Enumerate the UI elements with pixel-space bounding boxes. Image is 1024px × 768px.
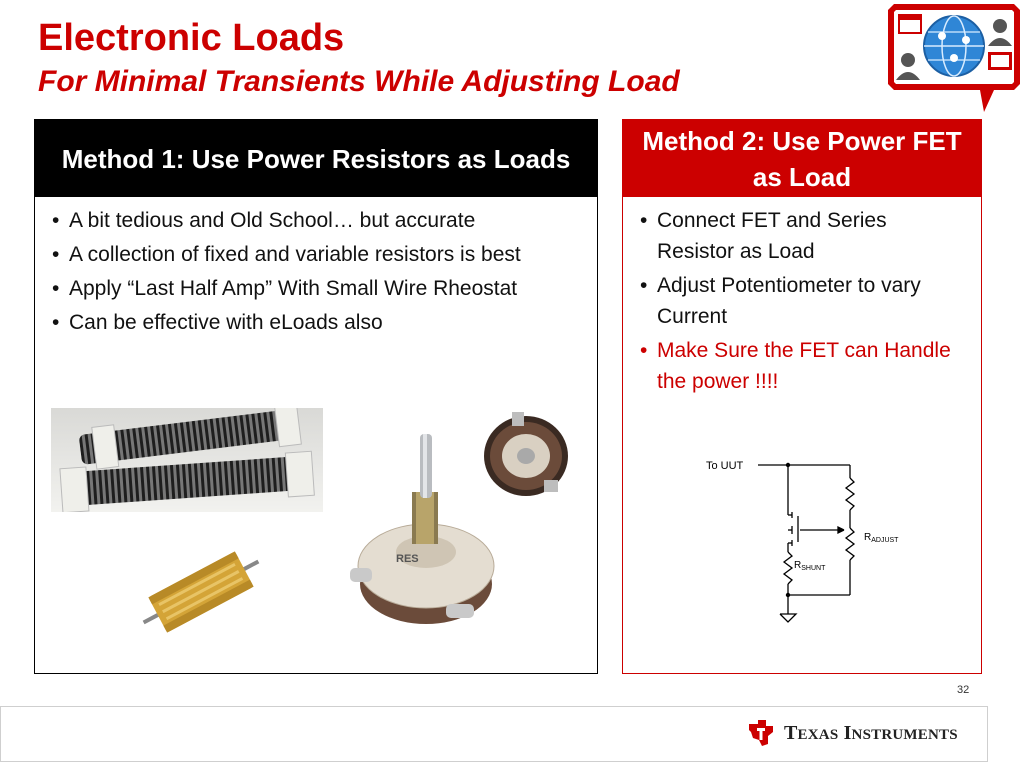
method-2-bullet: • Connect FET and Series Resistor as Load (633, 205, 963, 267)
r-shunt-label: $R_{SHUNT}$ (794, 560, 826, 572)
rheostat-photo (350, 428, 496, 634)
person-icon (901, 53, 915, 67)
texas-instruments-logo-icon (746, 718, 776, 748)
method-2-bullet-list (633, 205, 963, 400)
to-uut-label: To UUT (706, 460, 744, 472)
collaboration-globe-logo (884, 0, 1024, 116)
method-2-bullet: • Adjust Potentiometer to vary Current (633, 270, 963, 332)
texas-instruments-wordmark: TEXAS INSTRUMENTS (784, 722, 958, 744)
page-subtitle: For Minimal Transients While Adjusting Load (38, 65, 680, 98)
small-rheostat-photo (480, 410, 572, 500)
aluminum-clad-resistor-photo (134, 546, 268, 638)
person-icon-2 (993, 19, 1007, 33)
method-1-bullet: • Apply “Last Half Amp” With Small Wire Rheostat (45, 273, 585, 304)
method-1-bullet: • A collection of fixed and variable resistors is best (45, 239, 585, 270)
method-1-panel (34, 119, 598, 674)
method-2-warning-bullet: • Make Sure the FET can Handle the power !!!! (633, 335, 963, 397)
method-2-heading: Method 2: Use Power FET as Load (623, 120, 981, 197)
method-1-bullet: • A bit tedious and Old School… but accurate (45, 205, 585, 236)
r-adjust-label: $R_{ADJUST}$ (864, 532, 899, 544)
rheostat-marking: RES (396, 553, 419, 565)
fet-load-schematic (700, 450, 920, 630)
power-resistor-bank-photo (51, 408, 323, 512)
method-1-bullet: • Can be effective with eLoads also (45, 307, 585, 338)
method-1-bullet-list (45, 205, 585, 341)
page-number: 32 (957, 684, 970, 696)
page-title: Electronic Loads (38, 17, 345, 59)
method-1-heading: Method 1: Use Power Resistors as Loads (35, 120, 597, 197)
